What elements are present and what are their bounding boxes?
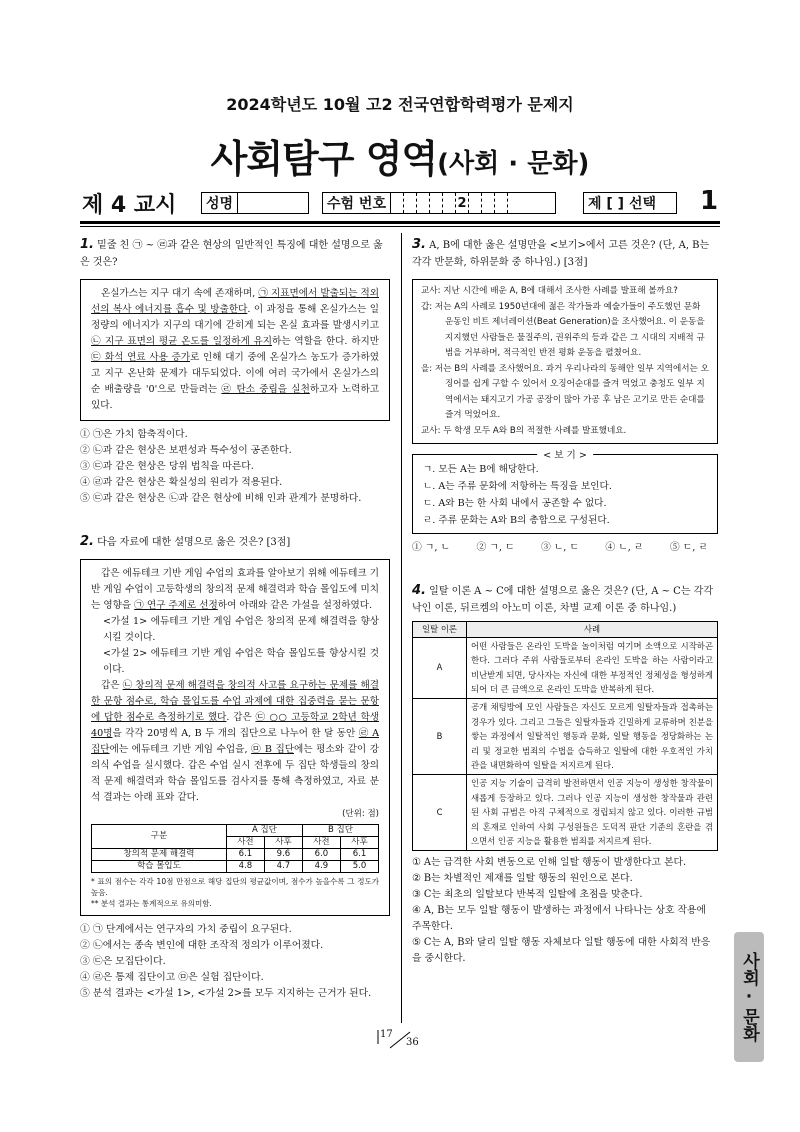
q1-stem: 밑줄 친 ㉠ ~ ㉣과 같은 현상의 일반적인 특징에 대한 설명으로 옳은 것은? [80,240,383,268]
q2-th-b-pre: 사전 [302,837,340,849]
q2-note-1: * 표의 점수는 각각 10점 만점으로 해당 집단의 평균값이며, 점수가 높을수록 그 정도가 높음. [91,877,379,897]
left-column [80,236,390,1002]
q2-choice-3[interactable]: ③ ㉢은 모집단이다. [80,956,166,967]
q1-choice-4[interactable]: ④ ㉣과 같은 현상은 확실성의 원리가 적용된다. [80,477,283,488]
header-rule [80,221,720,224]
exam-number-label: 수험 번호 [323,193,391,213]
subject-title-sub: (사회 · 문화) [437,149,590,179]
q2-th-a-post: 사후 [264,837,302,849]
q2-passage: 갑은 에듀테크 기반 게임 수업의 효과를 알아보기 위해 에듀테크 기반 게임 수업이 고등학생의 창의적 문제 해결력과 학습 몰입도에 미치는 영향을 ㉠ 연구 주제로 선정하여 아래와 같은 가설을 설정하였다. <가설 1> 에듀테크 기반 게임 수업은 창의적 문제 해결력을 향상시킬 것이다. <가설 2> 에듀테크 기반 게임 수업은 학습 몰입도를 향상시킬 것이다. 갑은 ㉡ 창의적 문제 해결력을 창의적 사고를 요구하는 문제를 해결한 문항 점수로, 학습 몰입도를 수업 과제에 대한 집중력을 묻는 문항에 답한 점수로 측정하기로 했다. 갑은 ㉢ ○○ 고등학교 2학년 학생 40명을 각각 20명씩 A, B 두 개의 집단으로 나누어 한 달 동안 ㉣ A 집단에는 에듀테크 기반 게임 수업을, ㉤ B 집단에는 평소와 같이 강의식 수업을 실시했다. 갑은 수업 실시 전후에 두 집단 학생들의 창의적 문제 해결력과 학습 몰입도를 검사지를 통해 측정하였고, 자료 분석 결과는 아래 표와 같다. (단위: 점) 구분 A 집단 B 집단 사전 사후 사전 사후 창의적 문제 해결력 6.1 9.6 6.0 6.1 학습 몰입도 4.8 4.7 4.9 5.0 * 표의 점수는 각각 10점 만점으로 해당 집단의 평균값이며, 점수가 높을수록 그 정도가 높음. ** 분석 결과는 통계적으로 유의미함. [80,559,390,916]
q1-choice-1[interactable]: ① ㉠은 가치 함축적이다. [80,429,188,440]
side-tab-top: 사회 [739,952,759,986]
subject-title-main: 사회탐구 영역 [210,137,438,181]
q4-stem: 일탈 이론 A ~ C에 대한 설명으로 옳은 것은? (단, A ~ C는 각각 낙인 이론, 뒤르켐의 아노미 이론, 차별 교제 이론 중 하나임.) [412,586,713,614]
question-3 [412,236,718,556]
choice-label: 제 [ ] 선택 [588,196,656,212]
q3-number: 3. [412,237,426,252]
question-4 [412,582,718,967]
question-1 [80,236,390,507]
q2-note-2: ** 분석 결과는 통계적으로 유의미함. [91,899,212,908]
q4-th-case: 사례 [467,622,718,638]
q2-results-table [91,824,379,873]
q2-th-group-a: A 집단 [226,825,302,837]
q3-dialog-line-2: 갑: 저는 A의 사례로 1950년대에 젊은 작가들과 예술가들이 주도했던 문화 운동인 비트 제너레이션(Beat Generation)을 조사했어요. 이 운동을 지지했던 사람들은 물질주의, 권위주의 등과 같은 그 시대의 지배적 규범을 거부하며, 적극적인 반전 평화 운동을 펼쳤어요. [421,301,705,358]
q4-number: 4. [412,583,426,598]
q3-choice-4[interactable]: ④ ㄴ, ㄹ [605,542,644,553]
q2-choice-4[interactable]: ④ ㉣은 통제 집단이고 ㉤은 실험 집단이다. [80,972,264,983]
q2-th-a-pre: 사전 [226,837,264,849]
page-counter [376,1030,426,1050]
q2-underline-4: ㉣ A 집단 [91,728,379,755]
q1-underline-2: ㉡ 지구 표면의 평균 온도를 일정하게 유지 [91,336,273,347]
q3-stem: A, B에 대한 옳은 설명만을 <보기>에서 고른 것은? (단, A, B는 각각 반문화, 하위문화 중 하나임.) [3점] [412,240,710,268]
q1-underline-3: ㉢ 화석 연료 사용 증가 [91,352,191,363]
header-rule-thin [80,226,720,227]
q1-underline-4: ㉣ 탄소 중립을 실천 [221,384,310,395]
q3-dialog-line-4: 교사: 두 학생 모두 A와 B의 적절한 사례를 발표했네요. [421,425,627,436]
q2-underline-1: ㉠ 연구 주제로 선정 [134,600,218,611]
q2-stem: 다음 자료에 대한 설명으로 옳은 것은? [3점] [97,537,291,548]
q4-th-theory: 일탈 이론 [413,622,467,638]
q2-underline-2: ㉡ 창의적 문제 해결력을 창의적 사고를 요구하는 문제를 해결한 문항 점수로, 학습 몰입도를 수업 과제에 대한 집중력을 묻는 문항에 답한 점수로 측정하기로 했다 [91,680,380,723]
q1-underline-1: ㉠ 지표면에서 발출되는 적외선의 복사 에너지를 흡수 및 방출한다 [91,288,379,315]
name-box[interactable] [201,192,309,214]
q3-choices [412,540,718,556]
q3-bogi-3: ㄷ. A와 B는 한 사회 내에서 공존할 수 없다. [423,498,607,509]
period-label: 제 4 교시 [82,193,177,218]
table-row: 학습 몰입도 4.8 4.7 4.9 5.0 [92,861,379,873]
q2-number: 2. [80,534,94,549]
column-divider [401,233,402,1023]
q3-dialog [412,279,718,444]
q1-choices [80,427,390,507]
q4-choice-4[interactable]: ④ A, B는 모두 일탈 행동이 발생하는 과정에서 나타나는 상호 작용에 주목한다. [412,904,706,932]
q3-dialog-line-3: 을: 저는 B의 사례를 조사했어요. 과거 우리나라의 동해안 일부 지역에서는 오징어를 쉽게 구할 수 있어서 오징어순대를 즐겨 먹었고 충청도 일부 지역에서는 돼지고기 가공 공장이 많아 가공 후 남은 고기로 만든 순대를 즐겨 먹었어요. [421,363,709,420]
subject-side-tab [734,932,764,1062]
q3-choice-1[interactable]: ① ㄱ, ㄴ [412,542,451,553]
q4-choice-3[interactable]: ③ C는 최초의 일탈보다 반복적 일탈에 초점을 맞춘다. [412,888,643,900]
q4-choice-2[interactable]: ② B는 차별적인 제재를 일탈 행동의 원인으로 본다. [412,872,633,884]
exam-title-line: 2024학년도 10월 고2 전국연합학력평가 문제지 [226,95,574,114]
q1-choice-2[interactable]: ② ㉡과 같은 현상은 보편성과 특수성이 공존한다. [80,445,292,456]
table-row: A 어떤 사람들은 온라인 도박을 놀이처럼 여기며 소액으로 시작하곤 한다. 그러다 주위 사람들로부터 온라인 도박을 하는 사람이라고 비난받게 되면, 당사자는 자신에 대한 부정적인 정체성을 형성하게 되어 더 큰 금액으로 온라인 도박을 반복하게 된다. [413,637,718,698]
q2-underline-5: ㉤ B 집단 [251,744,295,755]
q2-choice-5[interactable]: ⑤ 분석 결과는 <가설 1>, <가설 2>를 모두 지지하는 근거가 된다. [80,988,372,999]
table-row: 창의적 문제 해결력 6.1 9.6 6.0 6.1 [92,849,379,861]
q3-bogi-1: ㄱ. 모든 A는 B에 해당한다. [423,464,539,475]
side-tab-bottom: 문화 [739,1008,759,1042]
q2-underline-3: ㉢ ○○ 고등학교 2학년 학생 40명 [91,712,379,739]
q1-passage: 온실가스는 지구 대기 속에 존재하며, ㉠ 지표면에서 발출되는 적외선의 복사 에너지를 흡수 및 방출한다. 이 과정을 통해 온실가스는 일정량의 에너지가 지구의 대기에 갇히게 되는 온실 효과를 발생시키고 ㉡ 지구 표면의 평균 온도를 일정하게 유지하는 역할을 한다. 하지만 ㉢ 화석 연료 사용 증가로 인해 대기 중에 온실가스 농도가 증가하였고 지구 온난화 문제가 대두되었다. 이에 여러 국가에서 온실가스의 순 배출량을 '0'으로 만들려는 ㉣ 탄소 중립을 실천하고자 노력하고 있다. [80,279,390,421]
exam-number-digit: 2 [456,193,469,213]
table-row: B 공개 채팅방에 모인 사람들은 자신도 모르게 일탈자들과 접촉하는 경우가 있다. 그리고 그들은 일탈자들과 긴밀하게 교류하며 친분을 쌓는 과정에서 일탈적인 행동과 문화, 일탈 행동을 정당화하는 논리 및 정교한 범죄의 수법을 습득하고 일탈에 대한 우호적인 가치관을 내면화하여 일탈을 저지르게 된다. [413,698,718,774]
page-number: 1 [700,186,719,216]
q3-bogi-title: < 보 기 > [537,447,593,464]
name-label: 성명 [202,193,238,213]
q3-bogi-box [412,450,718,534]
q2-choices [80,922,390,1002]
q1-choice-3[interactable]: ③ ㉢과 같은 현상은 당위 법칙을 따른다. [80,461,254,472]
q3-dialog-line-1: 교사: 지난 시간에 배운 A, B에 대해서 조사한 사례를 발표해 볼까요? [421,286,678,296]
q1-choice-5[interactable]: ⑤ ㉢과 같은 현상은 ㉡과 같은 현상에 비해 인과 관계가 분명하다. [80,493,362,504]
side-tab-dot: · [745,987,753,1007]
q4-theory-table [412,621,718,851]
q2-th-category: 구분 [92,825,227,849]
q3-choice-2[interactable]: ② ㄱ, ㄷ [476,542,515,553]
q3-choice-3[interactable]: ③ ㄴ, ㄷ [540,542,580,553]
q1-number: 1. [80,237,94,252]
q2-choice-2[interactable]: ② ㉡에서는 종속 변인에 대한 조작적 정의가 이루어졌다. [80,940,324,951]
q2-th-b-post: 사후 [340,837,378,849]
q4-choice-1[interactable]: ① A는 급격한 사회 변동으로 인해 일탈 행동이 발생한다고 본다. [412,856,687,868]
page-total: 36 [406,1037,419,1048]
choice-box[interactable] [583,192,677,214]
q3-bogi-2: ㄴ. A는 주류 문화에 저항하는 특징을 보인다. [423,481,612,492]
table-row: C 인공 지능 기술이 급격히 발전하면서 인공 지능이 생성한 창작물이 새롭게 등장하고 있다. 그러나 인공 지능이 생성한 창작물과 관련된 사회 규범은 아직 구체적으로 정립되지 않고 있다. 이러한 규범의 혼재로 인하여 사회 구성원들은 도덕적 판단 기준의 혼란을 겪으면서 인공 지능을 활용한 범죄를 저지르게 된다. [413,774,718,850]
q2-th-group-b: B 집단 [302,825,378,837]
page-current: 17 [380,1029,393,1040]
right-column [412,236,718,967]
q3-bogi-4: ㄹ. 주류 문화는 A와 B의 총합으로 구성된다. [423,515,610,526]
q2-hypothesis-1: <가설 1> 에듀테크 기반 게임 수업은 창의적 문제 해결력을 향상시킬 것이다. [103,616,379,643]
q4-choices [412,855,718,967]
question-2 [80,533,390,1002]
exam-number-cells [391,193,521,213]
q2-choice-1[interactable]: ① ㉠ 단계에서는 연구자의 가치 중립이 요구된다. [80,924,292,935]
q3-choice-5[interactable]: ⑤ ㄷ, ㄹ [669,542,708,553]
q4-choice-5[interactable]: ⑤ C는 A, B와 달리 일탈 행동 자체보다 일탈 행동에 대한 사회적 반응을 중시한다. [412,936,711,964]
q2-table-unit: (단위: 점) [342,809,379,819]
exam-number-box[interactable] [322,192,556,214]
subject-title [0,128,800,183]
q2-hypothesis-2: <가설 2> 에듀테크 기반 게임 수업은 학습 몰입도를 향상시킬 것이다. [103,648,379,675]
